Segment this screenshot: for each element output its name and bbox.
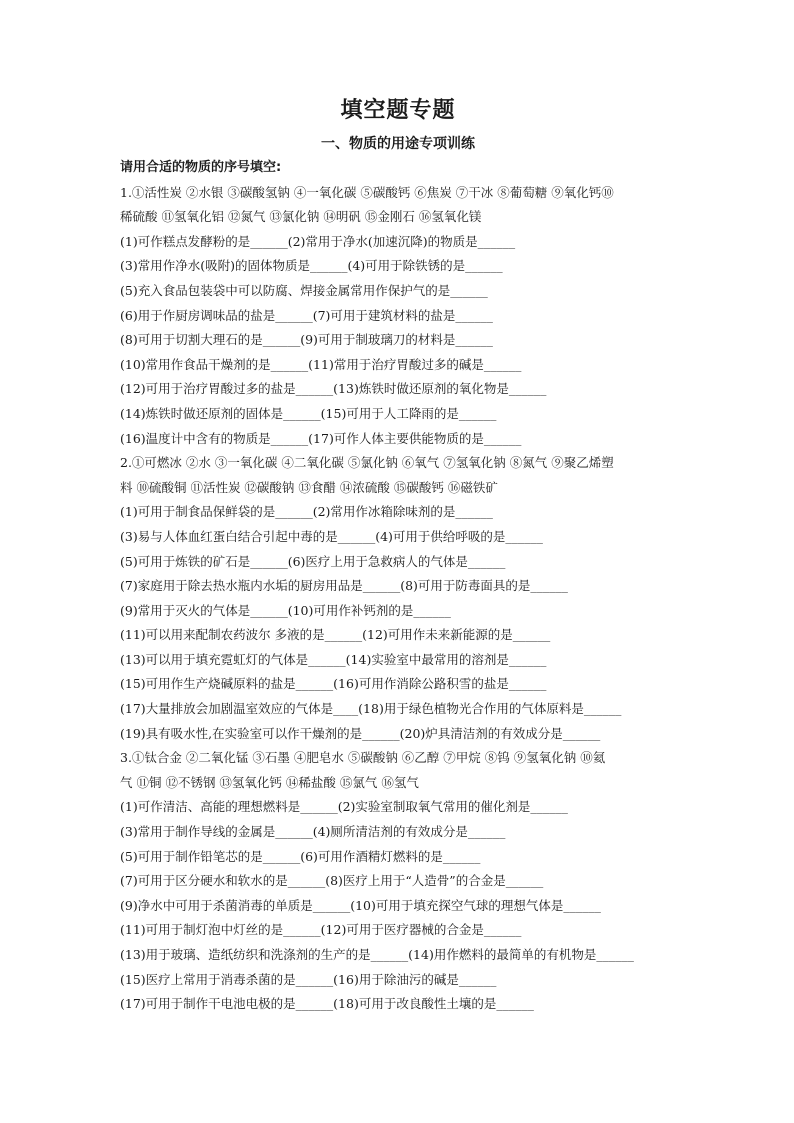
question-line: (17)大量排放会加剧温室效应的气体是____(18)用于绿色植物光合作用的气体原料是______ — [120, 701, 622, 717]
question-line: (15)医疗上常用于消毒杀菌的是______(16)用于除油污的碱是______ — [120, 971, 497, 987]
question-line: (7)可用于区分硬水和软水的是______(8)医疗上用于“人造骨”的合金是______ — [120, 873, 544, 889]
question-line: (3)常用作净水(吸附)的固体物质是______(4)可用于除铁锈的是______ — [120, 258, 503, 274]
question-line: (17)可用于制作干电池电极的是______(18)可用于改良酸性土壤的是______ — [120, 996, 534, 1012]
question-line: 稀硫酸 ⑪氢氧化铝 ⑫氮气 ⑬氯化钠 ⑭明矾 ⑮金刚石 ⑯氢氧化镁 — [120, 209, 482, 225]
question-line: 气 ⑪铜 ⑫不锈钢 ⑬氢氧化钙 ⑭稀盐酸 ⑮氯气 ⑯氢气 — [120, 774, 419, 790]
question-line: (11)可用于制灯泡中灯丝的是______(12)可用于医疗器械的合金是______ — [120, 922, 522, 938]
question-line: (3)常用于制作导线的金属是______(4)厕所清洁剂的有效成分是______ — [120, 824, 506, 840]
question-line: (3)易与人体血红蛋白结合引起中毒的是______(4)可用于供给呼吸的是______ — [120, 528, 543, 544]
question-line: (9)净水中可用于杀菌消毒的单质是______(10)可用于填充探空气球的理想气体是______ — [120, 897, 601, 913]
question-line: 料 ⑩硫酸铜 ⑪活性炭 ⑫碳酸钠 ⑬食醋 ⑭浓硫酸 ⑮碳酸钙 ⑯磁铁矿 — [120, 479, 498, 495]
question-line: (13)可以用于填充霓虹灯的气体是______(14)实验室中最常用的溶剂是______ — [120, 651, 547, 667]
instruction-text: 请用合适的物质的序号填空: — [120, 160, 282, 175]
question-line: (7)家庭用于除去热水瓶内水垢的厨房用品是______(8)可用于防毒面具的是______ — [120, 578, 568, 594]
question-line: (12)可用于治疗胃酸过多的盐是______(13)炼铁时做还原剂的氧化物是______ — [120, 381, 547, 397]
question-block — [120, 451, 676, 746]
question-line: (1)可作糕点发酵粉的是______(2)常用于净水(加速沉降)的物质是______ — [120, 233, 516, 249]
question-line: (16)温度计中含有的物质是______(17)可作人体主要供能物质的是______ — [120, 430, 522, 446]
question-line: 1.①活性炭 ②水银 ③碳酸氢钠 ④一氧化碳 ⑤碳酸钙 ⑥焦炭 ⑦干冰 ⑧葡萄糖 ⑨氧化钙⑩ — [120, 184, 614, 200]
question-line: (8)可用于切割大理石的是______(9)可用于制玻璃刀的材料是______ — [120, 332, 493, 348]
page-title: 填空题专题 — [340, 98, 456, 123]
question-line: (5)可用于制作铅笔芯的是______(6)可用作酒精灯燃料的是______ — [120, 848, 481, 864]
question-line: (5)可用于炼铁的矿石是______(6)医疗上用于急救病人的气体是______ — [120, 553, 506, 569]
document-page — [120, 96, 676, 1017]
question-line: (1)可作清洁、高能的理想燃料是______(2)实验室制取氧气常用的催化剂是______ — [120, 799, 568, 815]
question-line: (15)可用作生产烧碱原料的盐是______(16)可用作消除公路积雪的盐是______ — [120, 676, 547, 692]
question-line: 3.①钛合金 ②二氧化锰 ③石墨 ④肥皂水 ⑤碳酸钠 ⑥乙醇 ⑦甲烷 ⑧钨 ⑨氢氧化钠 ⑩氦 — [120, 750, 606, 766]
question-line: (9)常用于灭火的气体是______(10)可用作补钙剂的是______ — [120, 602, 451, 618]
question-line: (13)用于玻璃、造纸纺织和洗涤剂的生产的是______(14)用作燃料的最简单的有机物是______ — [120, 947, 634, 962]
question-line: (10)常用作食品干燥剂的是______(11)常用于治疗胃酸过多的碱是______ — [120, 356, 522, 372]
question-block — [120, 181, 676, 452]
question-block — [120, 746, 676, 1017]
question-line: (11)可以用来配制农药波尔 多液的是______(12)可用作未来新能源的是______ — [120, 627, 551, 643]
question-line: (19)具有吸水性,在实验室可以作干燥剂的是______(20)炉具清洁剂的有效成分是______ — [120, 725, 601, 741]
question-line: (14)炼铁时做还原剂的固体是______(15)可用于人工降雨的是______ — [120, 405, 497, 421]
question-line: 2.①可燃冰 ②水 ③一氧化碳 ④二氧化碳 ⑤氯化钠 ⑥氧气 ⑦氢氧化钠 ⑧氮气 ⑨聚乙烯塑 — [120, 455, 614, 471]
section-subtitle: 一、物质的用途专项训练 — [321, 136, 475, 152]
question-line: (6)用于作厨房调味品的盐是______(7)可用于建筑材料的盐是______ — [120, 307, 493, 323]
question-sections — [120, 181, 676, 1017]
question-line: (1)可用于制食品保鲜袋的是______(2)常用作冰箱除味剂的是______ — [120, 504, 493, 520]
question-line: (5)充入食品包装袋中可以防腐、焊接金属常用作保护气的是______ — [120, 282, 488, 298]
